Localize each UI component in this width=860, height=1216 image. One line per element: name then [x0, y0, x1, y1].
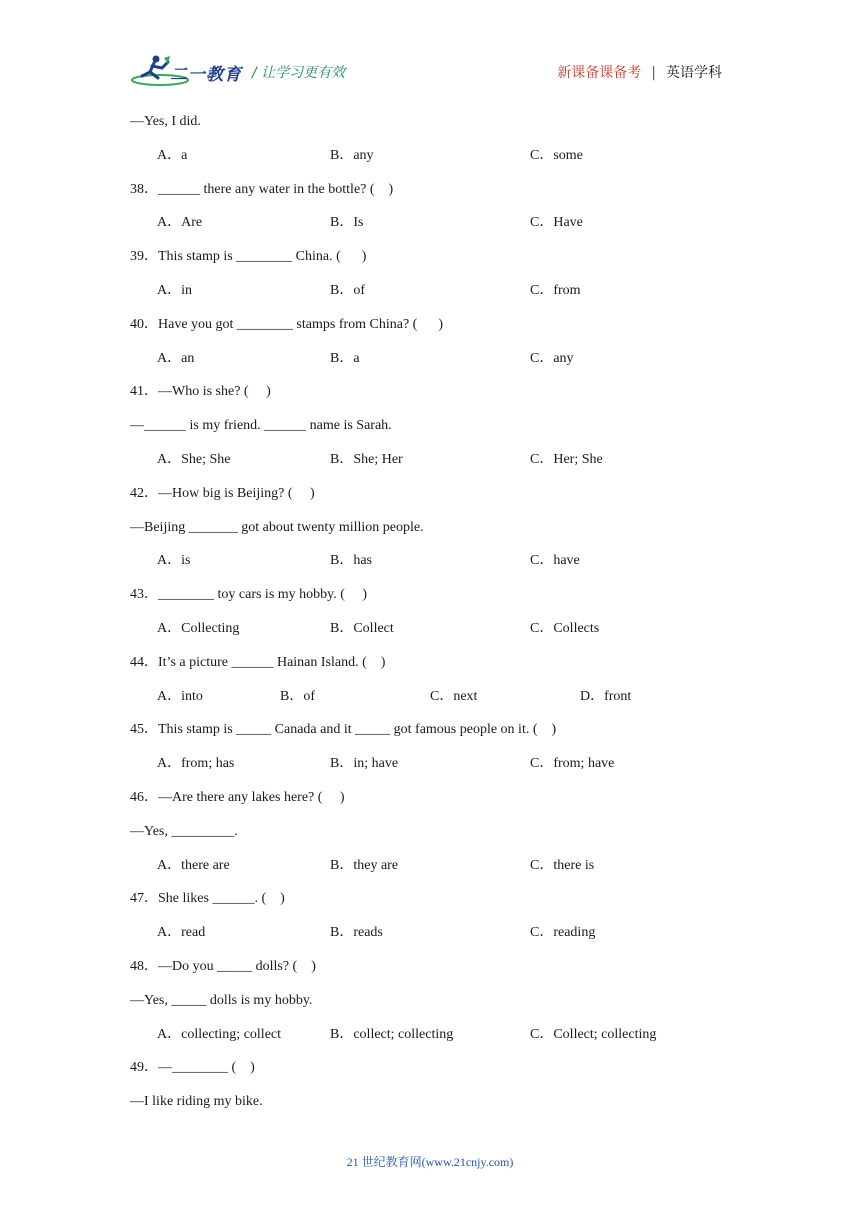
question-line: —I like riding my bike.	[130, 1094, 263, 1109]
answer-option: A．Are	[157, 215, 203, 230]
answer-option: B．collect; collecting	[330, 1027, 454, 1042]
question-line: 48．—Do you _____ dolls? ( )	[130, 959, 316, 974]
answer-option: C．there is	[530, 858, 595, 873]
answer-option: A．She; She	[157, 452, 231, 467]
question-line: 49．—________ ( )	[130, 1060, 255, 1075]
answer-option: B．Is	[330, 215, 364, 230]
answer-option: A．a	[157, 148, 188, 163]
answer-option: B．they are	[330, 858, 399, 873]
answer-option: C．have	[530, 553, 580, 568]
question-line: 38．______ there any water in the bottle? ( )	[130, 182, 394, 197]
answer-option: C．Have	[530, 215, 583, 230]
question-line: 39．This stamp is ________ China. ( )	[130, 249, 367, 264]
question-line: 46．—Are there any lakes here? ( )	[130, 790, 345, 805]
question-line: —______ is my friend. ______ name is Sarah.	[130, 418, 392, 433]
answer-option: A．Collecting	[157, 621, 240, 636]
answer-option: B．has	[330, 553, 372, 568]
answer-option: A．into	[157, 689, 203, 704]
answer-option: A．there are	[157, 858, 230, 873]
logo-text: 二一教育	[170, 65, 242, 84]
question-line: —Beijing _______ got about twenty million people.	[130, 520, 424, 535]
answer-option: C．any	[530, 351, 574, 366]
header-slogan: / 让学习更有效	[252, 65, 346, 81]
header-separator: |	[651, 65, 656, 81]
answer-option: A．collecting; collect	[157, 1027, 282, 1042]
answer-option: C．from; have	[530, 756, 615, 771]
answer-option: B．Collect	[330, 621, 394, 636]
page-footer: 21 世纪教育网(www.21cnjy.com)	[346, 1155, 514, 1169]
page-header	[0, 0, 860, 100]
answer-option: C．Collects	[530, 621, 600, 636]
question-line: —Yes, I did.	[130, 114, 201, 129]
header-course-label: 新课备课备考	[557, 65, 642, 81]
answer-option: A．from; has	[157, 756, 235, 771]
answer-option: A．read	[157, 925, 206, 940]
header-subject	[557, 62, 722, 82]
answer-option: B．reads	[330, 925, 383, 940]
question-line: 45．This stamp is _____ Canada and it _____ got famous people on it. ( )	[130, 722, 557, 737]
question-line: 44．It’s a picture ______ Hainan Island. ( )	[130, 655, 386, 670]
question-line: —Yes, _____ dolls is my hobby.	[130, 993, 313, 1008]
question-line: 47．She likes ______. ( )	[130, 891, 285, 906]
answer-option: C．Her; She	[530, 452, 603, 467]
answer-option: C．reading	[530, 925, 596, 940]
answer-option: B．any	[330, 148, 374, 163]
answer-option: C．from	[530, 283, 581, 298]
answer-option: B．a	[330, 351, 360, 366]
answer-option: B．of	[330, 283, 365, 298]
answer-option: C．Collect; collecting	[530, 1027, 657, 1042]
question-line: 40．Have you got ________ stamps from China? ( )	[130, 317, 444, 332]
question-line: —Yes, _________.	[130, 824, 238, 839]
answer-option: B．of	[280, 689, 315, 704]
answer-option: A．in	[157, 283, 192, 298]
answer-option: B．in; have	[330, 756, 399, 771]
header-subject-label: 英语学科	[666, 65, 722, 81]
question-line: 41．—Who is she? ( )	[130, 384, 271, 399]
answer-option: C．some	[530, 148, 583, 163]
answer-option: C．next	[430, 689, 478, 704]
answer-option: A．an	[157, 351, 195, 366]
answer-option: A．is	[157, 553, 191, 568]
answer-option: D．front	[580, 689, 632, 704]
answer-option: B．She; Her	[330, 452, 403, 467]
question-line: 42．—How big is Beijing? ( )	[130, 486, 315, 501]
question-line: 43．________ toy cars is my hobby. ( )	[130, 587, 368, 602]
